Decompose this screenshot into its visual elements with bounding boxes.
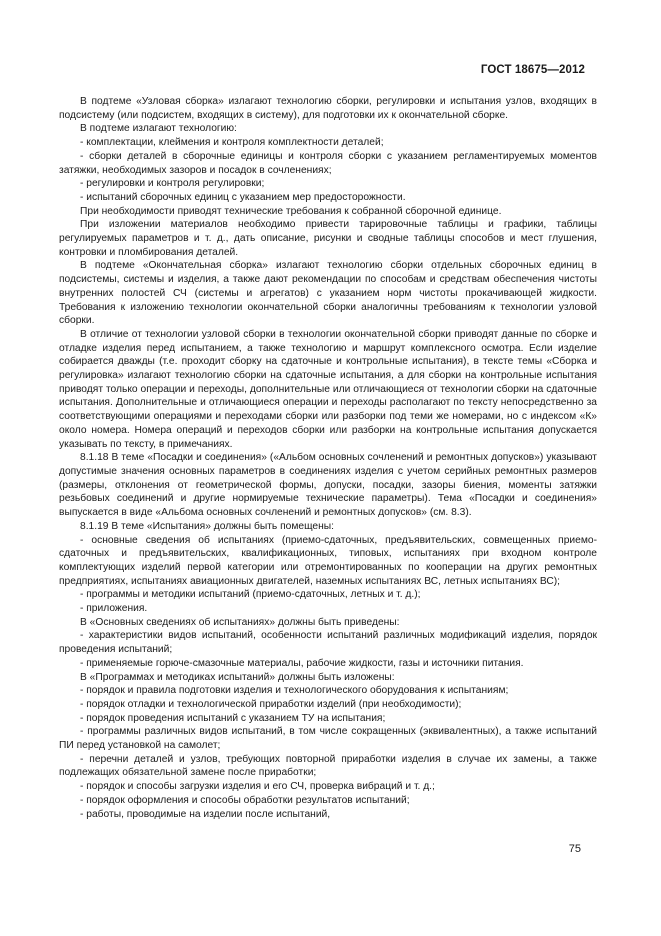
list-item: - порядок и правила подготовки изделия и технологического оборудования к испытаниям; bbox=[80, 685, 509, 697]
list-item: - работы, проводимые на изделии после испытаний, bbox=[80, 808, 331, 820]
list-item: - приложения. bbox=[80, 603, 148, 615]
list-item: - применяемые горюче-смазочные материалы, рабочие жидкости, газы и источники питания. bbox=[80, 657, 524, 669]
paragraph: В «Основных сведениях об испытаниях» должны быть приведены: bbox=[80, 616, 400, 628]
list-item: - перечни деталей и узлов, требующих повторной приработки изделия в случае их замены, а также подлежащих обязательной замене после приработки; bbox=[59, 753, 597, 779]
list-item: - порядок отладки и технологической приработки изделий (при необходимости); bbox=[80, 698, 462, 710]
document-header: ГОСТ 18675—2012 bbox=[480, 64, 585, 76]
list-item: - испытаний сборочных единиц с указанием мер предосторожности. bbox=[80, 191, 406, 203]
clause-8-1-19: 8.1.19 В теме «Испытания» должны быть помещены: bbox=[80, 520, 334, 532]
list-item: - сборки деталей в сборочные единицы и контроля сборки с указанием регламентируемых моментов затяжки, необходимых зазоров и посадок в сочленениях; bbox=[59, 150, 597, 176]
paragraph: В подтеме «Окончательная сборка» излагают технологию сборки отдельных сборочных единиц в подсистемы, системы и изделия, а также дают рекомендации по способам и средствам обеспечения чистоты внутренних полостей СЧ (системы и агрегатов) с указанием норм чистоты прокачивающей жидкости. Требования к изложению технологии окончательной сборки аналогичны требованиям к технологии узловой сборки. bbox=[59, 260, 597, 327]
paragraph: В подтеме излагают технологию: bbox=[80, 123, 237, 135]
list-item: - основные сведения об испытаниях (приемо-сдаточных, предъявительских, совмещенных приемо-сдаточных и предъявительских, квалификационных, типовых, испытаниях при входном контроле комплектующих изделий первой категории или отремонтированных по кооперации на других ремонтных предприятиях, испытаниях авиационных двигателей, наземных испытаниях ВС, летных испытаниях ВС); bbox=[59, 534, 597, 587]
list-item: - программы различных видов испытаний, в том числе сокращенных (эквивалентных), а также испытаний ПИ перед установкой на самолет; bbox=[59, 726, 597, 752]
page-body bbox=[59, 95, 597, 821]
list-item: - характеристики видов испытаний, особенности испытаний различных модификаций изделия, порядок проведения испытаний; bbox=[59, 630, 597, 656]
list-item: - программы и методики испытаний (приемо-сдаточных, летных и т. д.); bbox=[80, 589, 421, 601]
paragraph: При необходимости приводят технические требования к собранной сборочной единице. bbox=[80, 205, 502, 217]
list-item: - порядок и способы загрузки изделия и его СЧ, проверка вибраций и т. д.; bbox=[80, 781, 435, 793]
list-item: - порядок проведения испытаний с указанием ТУ на испытания; bbox=[80, 712, 386, 724]
clause-8-1-18: 8.1.18 В теме «Посадки и соединения» («Альбом основных сочленений и ремонтных допусков») указывают допустимые значения основных параметров в соединениях изделия с учетом серийных ремонтных размеров (размеры, отклонения от геометрической формы, допуски, посадки, зазоры биения, моменты затяжки резьбовых соединений и другие нормируемые технические параметры). Тема «Посадки и соединения» выпускается в виде «Альбома основных сочленений и ремонтных допусков» (см. 8.3). bbox=[59, 452, 597, 519]
list-item: - порядок оформления и способы обработки результатов испытаний; bbox=[80, 794, 410, 806]
list-item: - комплектации, клеймения и контроля комплектности деталей; bbox=[80, 137, 384, 149]
paragraph: В отличие от технологии узловой сборки в технологии окончательной сборки приводят данные по сборке и отладке изделия перед испытанием, а также технологию и маршрут комплексного осмотра. Если изделие собирается дважды (т.е. проходит сборку на сдаточные и контрольные испытания), в тексте темы «Сборка и регулировка» излагают технологию сборки на сдаточные испытания, а для сборки на контрольные испытания приводят только операции и переходы, дополнительные или отличающиеся от технологии сборки на сдаточные испытания. Дополнительные и отличающиеся операции и переходы располагают по тексту непосредственно за соответствующими операциями и переходами сборки или разборки под теми же номерами, но с индексом «К» около номера. Номера операций и переходов сборки или разборки на контрольные испытания допускается указывать по тексту, в примечаниях. bbox=[59, 328, 597, 450]
list-item: - регулировки и контроля регулировки; bbox=[80, 178, 265, 190]
paragraph: При изложении материалов необходимо привести тарировочные таблицы и графики, таблицы регулируемых параметров и т. д., дать описание, рисунки и сводные таблицы способов и мест глушения, контровки и пломбирования деталей. bbox=[59, 219, 597, 258]
paragraph: В подтеме «Узловая сборка» излагают технологию сборки, регулировки и испытания узлов, входящих в подсистему (или подсистем, входящих в систему), для подготовки их к окончательной сборке. bbox=[59, 96, 597, 121]
page-number: 75 bbox=[568, 843, 581, 855]
paragraph: В «Программах и методиках испытаний» должны быть изложены: bbox=[80, 671, 395, 683]
